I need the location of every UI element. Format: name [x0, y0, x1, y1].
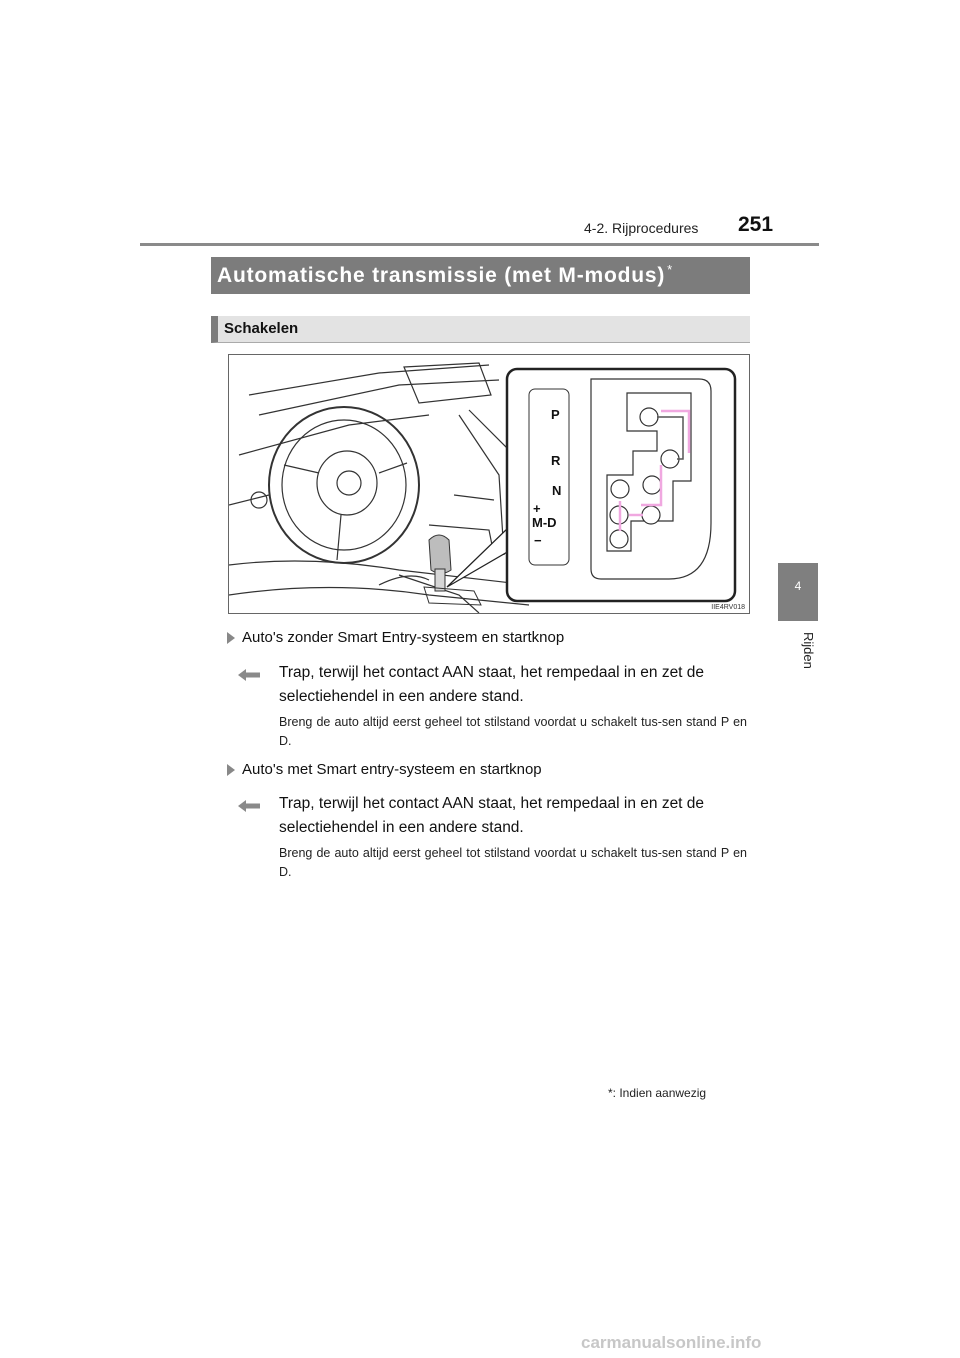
shift-lever-figure — [228, 354, 750, 614]
bullet-triangle-icon — [227, 632, 235, 644]
asterisk-mark: * — [667, 262, 674, 277]
arrow-left-icon — [238, 800, 260, 812]
arrow-left-icon — [238, 669, 260, 681]
page-title-text: Automatische transmissie (met M-modus) — [217, 264, 666, 287]
footnote-asterisk: * — [608, 1086, 613, 1100]
footnote — [608, 1086, 706, 1100]
page-number: 251 — [738, 213, 774, 236]
dashboard-drawing — [229, 363, 529, 613]
instruction-note-2: Breng de auto altijd eerst geheel tot stilstand voordat u schakelt tus-sen stand P en D. — [279, 846, 747, 879]
chapter-name: Rijden — [801, 632, 816, 669]
instruction-note-1: Breng de auto altijd eerst geheel tot stilstand voordat u schakelt tus-sen stand P en D. — [279, 715, 747, 748]
gate-label-r: R — [551, 453, 561, 468]
section-label: 4-2. Rijprocedures — [584, 220, 699, 236]
gate-label-p: P — [551, 407, 560, 422]
header-rule — [140, 243, 819, 246]
gate-label-md: M-D — [532, 515, 557, 530]
condition-heading-2: Auto's met Smart entry-systeem en startknop — [242, 761, 542, 778]
instruction-step-2: Trap, terwijl het contact AAN staat, het rempedaal in en zet de selectiehendel in een andere stand. — [279, 795, 705, 836]
figure-code: IIE4RV018 — [711, 604, 745, 611]
instruction-step-1: Trap, terwijl het contact AAN staat, het rempedaal in en zet de selectiehendel in een andere stand. — [279, 664, 705, 705]
chapter-tab[interactable]: 4 — [778, 563, 818, 621]
section-subtitle: Schakelen — [211, 316, 750, 343]
condition-heading-1: Auto's zonder Smart Entry-systeem en startknop — [242, 629, 565, 646]
shift-lever-illustration — [229, 355, 749, 613]
gate-label-n: N — [552, 483, 562, 498]
gate-label-minus: − — [534, 533, 542, 548]
page-title — [211, 257, 750, 294]
gate-label-plus: + — [533, 501, 541, 516]
watermark: carmanualsonline.info — [581, 1333, 762, 1352]
footnote-text: : Indien aanwezig — [612, 1086, 707, 1100]
bullet-triangle-icon — [227, 764, 235, 776]
callout-pointer — [447, 527, 509, 587]
